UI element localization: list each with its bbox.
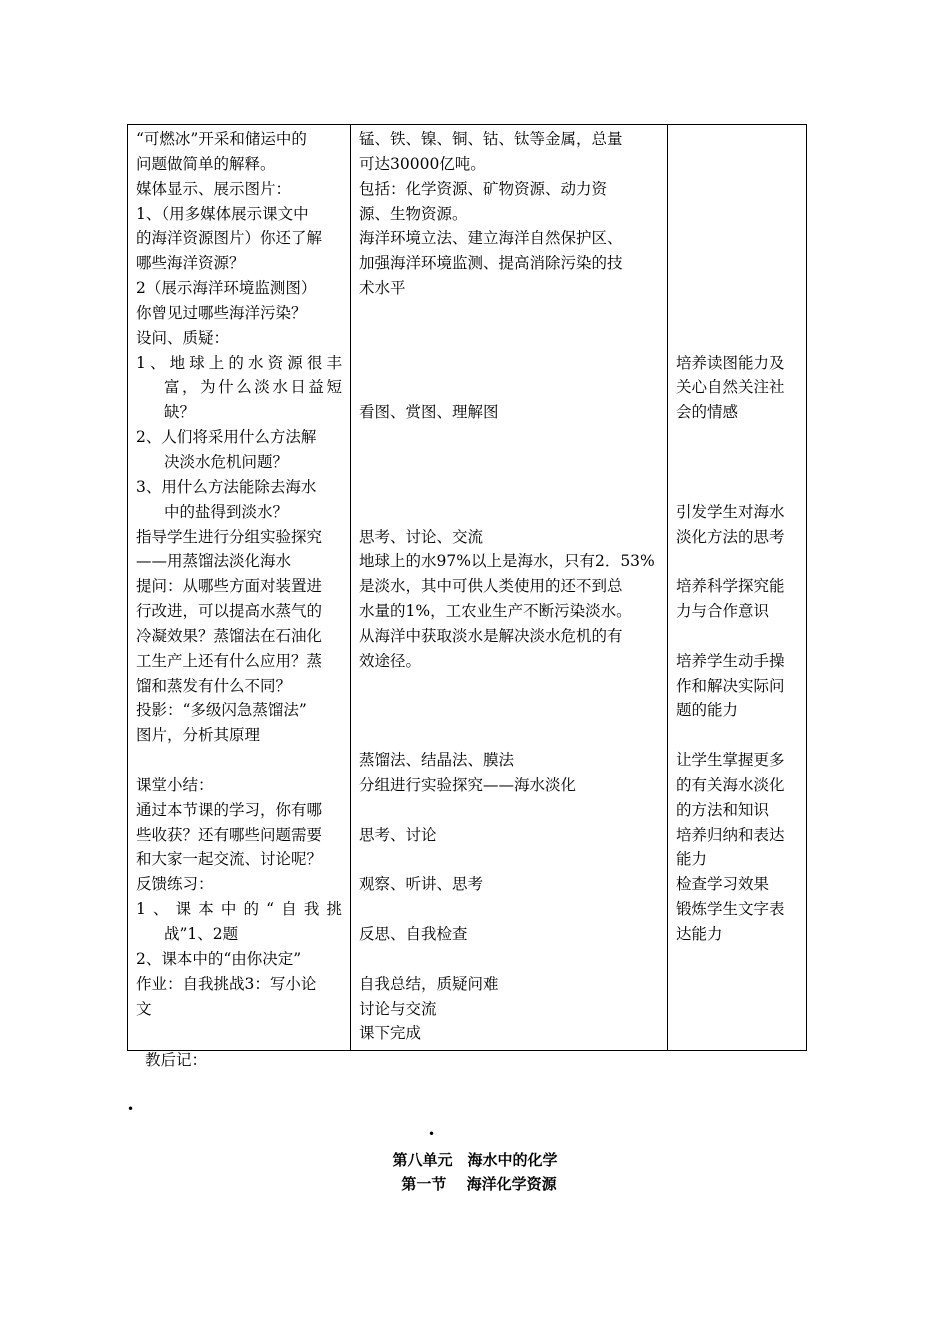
design-intent-line	[676, 152, 798, 177]
teacher-activity-line: 2、课本中的“由你决定”	[136, 949, 302, 968]
student-activity-line	[359, 351, 659, 376]
teacher-activity-line: 工生产上还有什么应用？蒸	[136, 651, 323, 670]
student-activity-line	[359, 723, 659, 748]
design-intent-line: 能力	[676, 850, 708, 869]
design-intent-line: 的有关海水淡化	[676, 775, 785, 794]
student-activity-line	[359, 450, 659, 475]
teacher-activity-line: 3、用什么方法能除去海水	[136, 477, 317, 496]
design-intent-line	[676, 326, 798, 351]
teacher-activity-line: 提问：从哪些方面对装置进	[136, 577, 323, 596]
student-activity-line: 包括：化学资源、矿物资源、动力资	[359, 179, 608, 198]
teacher-activity-line: 富，为什么淡水日益短	[164, 378, 342, 397]
teacher-activity-line: 决淡水危机问题？	[164, 452, 289, 471]
student-activity-line: 自我总结，质疑问难	[359, 974, 499, 993]
design-intent-line	[676, 251, 798, 276]
teacher-activity-line: 和大家一起交流、讨论呢？	[136, 850, 323, 869]
design-intent-line	[676, 276, 798, 301]
teacher-activity-line: 1、课本中的“自我挑	[136, 900, 342, 919]
design-intent-line: 的方法和知识	[676, 800, 770, 819]
design-intent-line	[676, 226, 798, 251]
student-activity-cell	[351, 125, 668, 1051]
student-activity-line	[359, 674, 659, 699]
teacher-activity-line: 行改进，可以提高水蒸气的	[136, 602, 323, 621]
teacher-activity-line: 馏和蒸发有什么不同？	[136, 676, 292, 695]
student-activity-line: 是淡水，其中可供人类使用的还不到总	[359, 577, 623, 596]
design-intent-line	[676, 301, 798, 326]
design-intent-line	[676, 177, 798, 202]
design-intent-line: 会的情感	[676, 403, 739, 422]
student-activity-line: 蒸馏法、结晶法、膜法	[359, 751, 515, 770]
design-intent-line	[676, 450, 798, 475]
student-activity-line	[359, 500, 659, 525]
design-intent-line: 达能力	[676, 925, 723, 943]
student-activity-line: 从海洋中获取淡水是解决淡水危机的有	[359, 626, 623, 645]
student-activity-line: 锰、铁、镍、铜、钴、钛等金属，总量	[359, 130, 623, 148]
student-activity-line: 讨论与交流	[359, 999, 437, 1018]
teacher-activity-line: 问题做简单的解释。	[136, 154, 276, 173]
teacher-activity-line: 指导学生进行分组实验探究	[136, 527, 323, 546]
student-activity-line	[359, 798, 659, 823]
teacher-activity-line: “可燃冰”开采和储运中的	[136, 130, 307, 148]
student-activity-line	[359, 375, 659, 400]
teacher-activity-line: 2（展示海洋环境监测图）	[136, 279, 317, 298]
design-intent-line	[676, 624, 798, 649]
student-activity-line: 思考、讨论、交流	[359, 527, 484, 546]
teacher-activity-line: 图片，分析其原理	[136, 726, 261, 745]
teacher-activity-line: 缺？	[164, 403, 196, 422]
teacher-activity-line: 课堂小结：	[136, 775, 214, 794]
design-intent-line	[676, 127, 798, 152]
student-activity-line: 观察、听讲、思考	[359, 875, 484, 894]
lesson-plan-table	[127, 124, 807, 1051]
section-title: 第一节 海洋化学资源	[401, 1175, 557, 1193]
design-intent-line: 培养科学探究能	[676, 577, 785, 596]
student-activity-line: 分组进行实验探究——海水淡化	[359, 775, 577, 794]
teacher-activity-line: 通过本节课的学习，你有哪	[136, 800, 323, 819]
design-intent-line: 题的能力	[676, 701, 739, 720]
student-activity-line	[359, 847, 659, 872]
unit-title: 第八单元 海水中的化学	[392, 1151, 558, 1169]
design-intent-line: 引发学生对海水	[676, 502, 785, 521]
design-intent-line	[676, 425, 798, 450]
student-activity-line	[359, 475, 659, 500]
teacher-activity-line: 2、人们将采用什么方法解	[136, 428, 317, 447]
teacher-activity-line: 中的盐得到淡水？	[164, 502, 289, 521]
after-class-note: 教后记：	[145, 1051, 208, 1069]
teacher-activity-line: 1、（用多媒体展示课文中	[136, 204, 309, 223]
teacher-activity-line: 文	[136, 999, 152, 1018]
design-intent-line: 淡化方法的思考	[676, 527, 785, 546]
teacher-activity-line: ——用蒸馏法淡化海水	[136, 552, 292, 571]
design-intent-cell	[668, 125, 807, 1051]
student-activity-line: 海洋环境立法、建立海洋自然保护区、	[359, 229, 623, 248]
table-row	[128, 125, 807, 1051]
teacher-activity-line: 些收获？还有哪些问题需要	[136, 825, 323, 844]
design-intent-line: 培养读图能力及	[676, 353, 785, 372]
design-intent-line	[676, 202, 798, 227]
teacher-activity-cell	[128, 125, 351, 1051]
teacher-activity-line	[136, 748, 342, 773]
student-activity-line: 思考、讨论	[359, 825, 437, 844]
design-intent-line: 锻炼学生文字表	[676, 900, 785, 919]
design-intent-line: 关心自然关注社	[676, 378, 785, 397]
student-activity-line	[359, 947, 659, 972]
student-activity-line: 地球上的水97%以上是海水，只有2．53%	[359, 552, 655, 571]
bullet-mark: •	[127, 1102, 135, 1116]
design-intent-line: 让学生掌握更多	[676, 751, 785, 770]
teacher-activity-line: 你曾见过哪些海洋污染？	[136, 303, 307, 322]
design-intent-line	[676, 475, 798, 500]
design-intent-line	[676, 549, 798, 574]
teacher-activity-line: 反馈练习：	[136, 875, 214, 894]
teacher-activity-line: 媒体显示、展示图片：	[136, 179, 292, 198]
student-activity-line: 水量的1%，工农业生产不断污染淡水。	[359, 602, 632, 621]
student-activity-line	[359, 698, 659, 723]
teacher-activity-line: 1、地球上的水资源很丰	[136, 353, 342, 372]
student-activity-line	[359, 425, 659, 450]
design-intent-line: 检查学习效果	[676, 875, 770, 894]
teacher-activity-line: 作业：自我挑战3：写小论	[136, 974, 317, 993]
teacher-activity-line: 设问、质疑：	[136, 328, 230, 347]
design-intent-line: 作和解决实际问	[676, 676, 785, 695]
teacher-activity-line: 的海洋资源图片）你还了解	[136, 229, 323, 248]
design-intent-line: 培养归纳和表达	[676, 825, 785, 844]
student-activity-line: 加强海洋环境监测、提高消除污染的技	[359, 254, 623, 273]
student-activity-line	[359, 326, 659, 351]
teacher-activity-line: 投影：“多级闪急蒸馏法”	[136, 701, 307, 720]
student-activity-line	[359, 897, 659, 922]
student-activity-line: 可达30000亿吨。	[359, 154, 486, 173]
teacher-activity-line: 哪些海洋资源？	[136, 254, 245, 273]
student-activity-line	[359, 301, 659, 326]
student-activity-line: 术水平	[359, 279, 406, 298]
student-activity-line: 效途径。	[359, 651, 422, 670]
student-activity-line: 反思、自我检查	[359, 925, 468, 943]
bullet-mark: •	[428, 1127, 436, 1141]
design-intent-line: 力与合作意识	[676, 602, 770, 621]
teacher-activity-line: 冷凝效果？蒸馏法在石油化	[136, 626, 323, 645]
design-intent-line: 培养学生动手操	[676, 651, 785, 670]
student-activity-line: 看图、赏图、理解图	[359, 403, 499, 422]
design-intent-line	[676, 723, 798, 748]
student-activity-line: 源、生物资源。	[359, 204, 468, 223]
student-activity-line: 课下完成	[359, 1024, 422, 1043]
teacher-activity-line: 战”1、2题	[164, 925, 239, 943]
